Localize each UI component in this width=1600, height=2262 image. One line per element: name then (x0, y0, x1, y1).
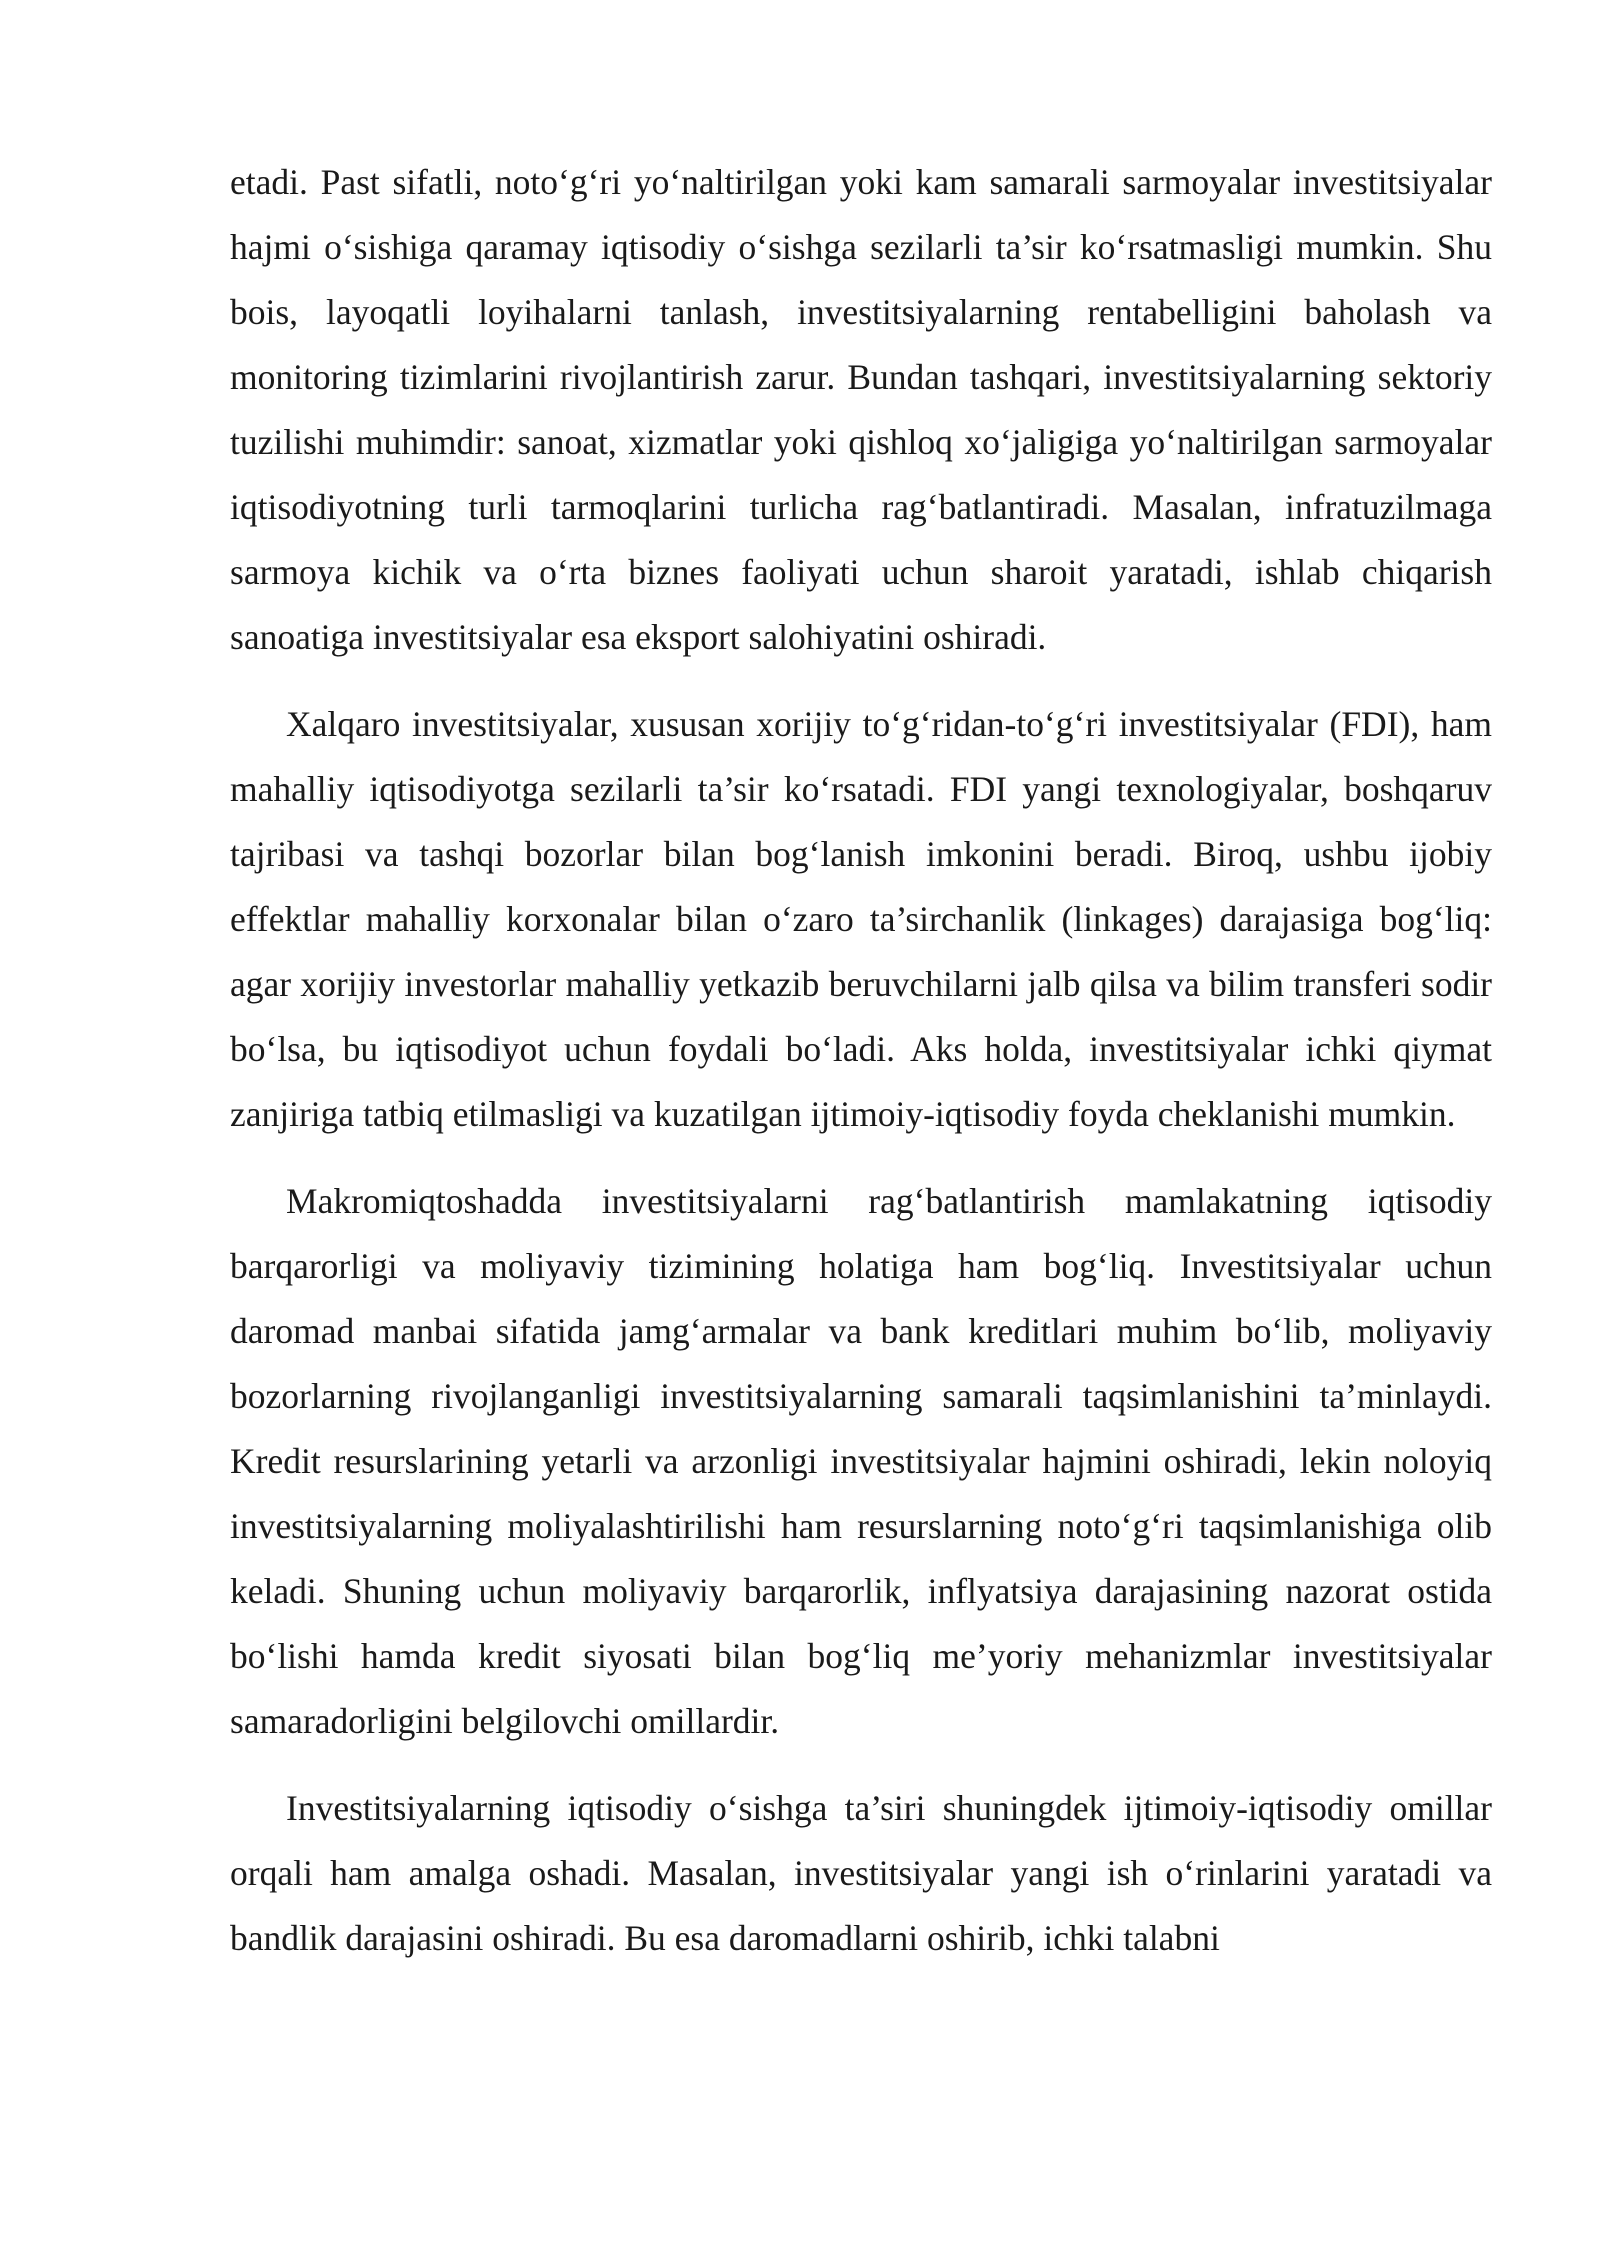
paragraph-continued: etadi. Past sifatli, noto‘g‘ri yo‘naltirilgan yoki kam samarali sarmoyalar investitsiyalar hajmi o‘sishiga qaramay iqtisodiy o‘sishga sezilarli ta’sir ko‘rsatmasligi mumkin. Shu bois, layoqatli loyihalarni tanlash, investitsiyalarning rentabelligini baholash va monitoring tizimlarini rivojlantirish zarur. Bundan tashqari, investitsiyalarning sektoriy tuzilishi muhimdir: sanoat, xizmatlar yoki qishloq xo‘jaligiga yo‘naltirilgan sarmoyalar iqtisodiyotning turli tarmoqlarini turlicha rag‘batlantiradi. Masalan, infratuzilmaga sarmoya kichik va o‘rta biznes faoliyati uchun sharoit yaratadi, ishlab chiqarish sanoatiga investitsiyalar esa eksport salohiyatini oshiradi. (230, 162, 1492, 657)
paragraph: Xalqaro investitsiyalar, xususan xorijiy to‘g‘ridan-to‘g‘ri investitsiyalar (FDI), ham mahalliy iqtisodiyotga sezilarli ta’sir ko‘rsatadi. FDI yangi texnologiyalar, boshqaruv tajribasi va tashqi bozorlar bilan bog‘lanish imkonini beradi. Biroq, ushbu ijobiy effektlar mahalliy korxonalar bilan o‘zaro ta’sirchanlik (linkages) darajasiga bog‘liq: agar xorijiy investorlar mahalliy yetkazib beruvchilarni jalb qilsa va bilim transferi sodir bo‘lsa, bu iqtisodiyot uchun foydali bo‘ladi. Aks holda, investitsiyalar ichki qiymat zanjiriga tatbiq etilmasligi va kuzatilgan ijtimoiy-iqtisodiy foyda cheklanishi mumkin. (230, 704, 1492, 1134)
paragraph: Investitsiyalarning iqtisodiy o‘sishga ta’siri shuningdek ijtimoiy-iqtisodiy omillar orqali ham amalga oshadi. Masalan, investitsiyalar yangi ish o‘rinlarini yaratadi va bandlik darajasini oshiradi. Bu esa daromadlarni oshirib, ichki talabni (230, 1788, 1492, 1958)
paragraph: Makromiqtoshadda investitsiyalarni rag‘batlantirish mamlakatning iqtisodiy barqarorligi va moliyaviy tizimining holatiga ham bog‘liq. Investitsiyalar uchun daromad manbai sifatida jamg‘armalar va bank kreditlari muhim bo‘lib, moliyaviy bozorlarning rivojlanganligi investitsiyalarning samarali taqsimlanishini ta’minlaydi. Kredit resurslarining yetarli va arzonligi investitsiyalar hajmini oshiradi, lekin noloyiq investitsiyalarning moliyalashtirilishi ham resurslarning noto‘g‘ri taqsimlanishiga olib keladi. Shuning uchun moliyaviy barqarorlik, inflyatsiya darajasining nazorat ostida bo‘lishi hamda kredit siyosati bilan bog‘liq me’yoriy mehanizmlar investitsiyalar samaradorligini belgilovchi omillardir. (230, 1181, 1492, 1741)
body-text (230, 150, 1492, 1993)
